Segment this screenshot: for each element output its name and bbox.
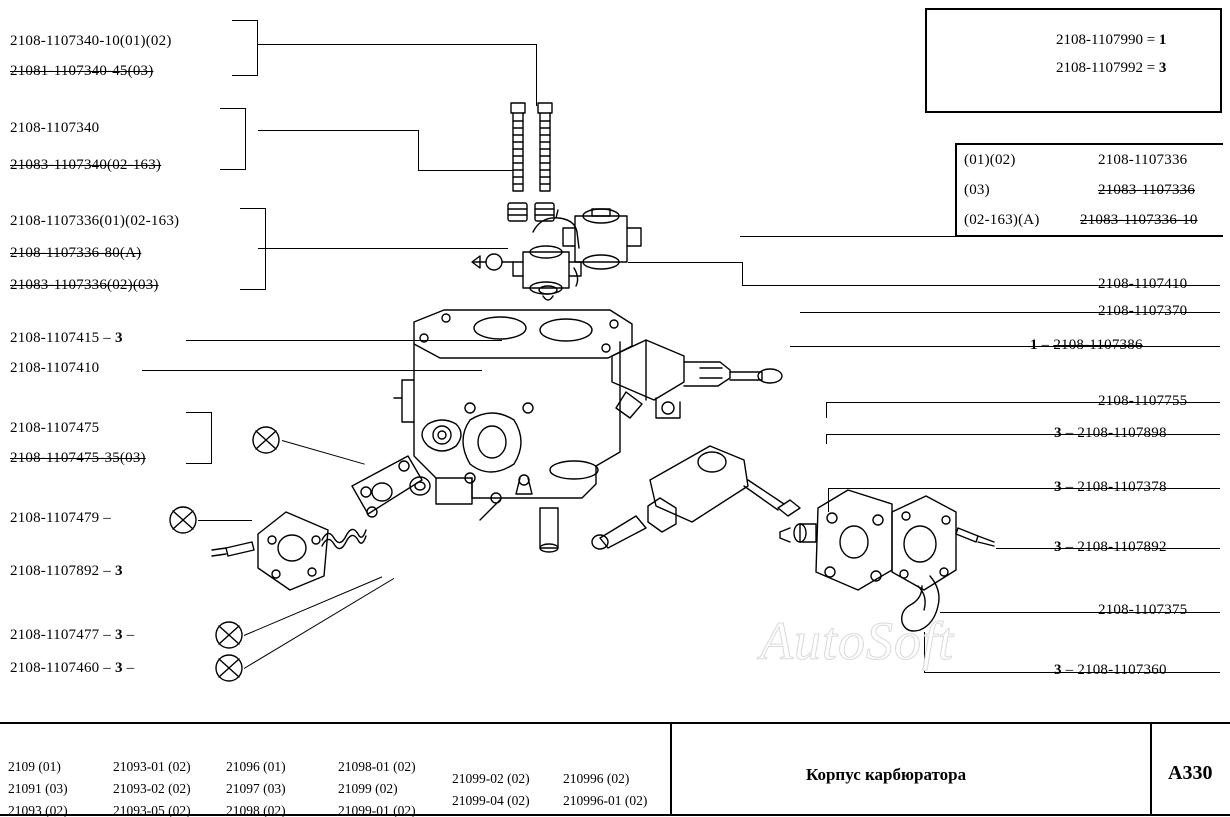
footer-cell: 21099-01 (02) [338,803,416,817]
leader-line [742,262,743,285]
footer-separator-2 [1150,722,1152,815]
bracket [232,20,258,76]
part-label-2108-1107410-left: 2108-1107410 [10,360,100,376]
footer-column-1 [8,756,68,817]
leader-line [826,402,827,418]
footer-cell: 21098 (02) [226,803,286,817]
part-label-2108-1107375: 2108-1107375 [1098,602,1188,618]
bracket [220,108,246,170]
leader-line [258,44,536,45]
variant-row-0-part: 2108-1107336 [1098,152,1188,168]
part-label-2108-1107755: 2108-1107755 [1098,393,1188,409]
variant-row-0-code: (01)(02) [964,152,1016,168]
part-label-21083-1107340: 21083-1107340(02-163) [10,157,162,173]
leader-line [790,346,1220,347]
variant-row-2-part: 21083-1107336-10 [1080,212,1198,228]
part-label-2108-1107340: 2108-1107340 [10,120,100,136]
leader-line [828,488,829,512]
footer-cell: 2109 (01) [8,759,61,774]
part-label-2108-1107340-10: 2108-1107340-10(01)(02) [10,33,172,49]
part-label-2108-1107370: 2108-1107370 [1098,303,1188,319]
leader-line [186,340,502,341]
part-label-2108-1107460: 2108-1107460 – 3 – [10,660,135,676]
leader-line [282,440,365,465]
leader-line [258,130,418,131]
variant-row-1-code: (03) [964,182,990,198]
leader-line [826,434,827,444]
part-label-2108-1107477: 2108-1107477 – 3 – [10,627,135,643]
bracket [240,208,266,290]
footer-cell: 21093-02 (02) [113,781,191,796]
sheet-title: Корпус карбюратора [806,765,967,784]
part-label-2108-1107475-35: 2108-1107475-35(03) [10,450,146,466]
sheet-code: A330 [1168,762,1213,784]
footer-column-6 [563,768,647,812]
leader-line [198,520,252,521]
footer-cell: 210996 (02) [563,771,630,786]
watermark: AutoSoft [760,611,954,671]
part-label-2108-1107386: 1 – 2108-1107386 [1030,337,1143,353]
footer-cell: 21096 (01) [226,759,286,774]
footer-column-3 [226,756,286,817]
variant-row-1-part: 21083-1107336 [1098,182,1196,198]
part-label-2108-1107378: 3 – 2108-1107378 [1054,479,1167,495]
legend-line-2: 2108-1107992 = 3 [1056,60,1167,76]
leader-line [418,130,419,170]
part-label-2108-1107415: 2108-1107415 – 3 [10,330,123,346]
part-label-2108-1107410-right: 2108-1107410 [1098,276,1188,292]
part-label-2108-1107336: 2108-1107336(01)(02-163) [10,213,180,229]
footer-column-4 [338,756,416,817]
footer-cell: 21093-05 (02) [113,803,191,817]
part-label-2108-1107336-80: 2108-1107336-80(A) [10,245,142,261]
leader-line [258,248,508,249]
footer-separator-1 [670,722,672,815]
footer-column-5 [452,768,530,812]
footer-cell: 21093 (02) [8,803,68,817]
part-label-21081-1107340-45: 21081-1107340-45(03) [10,63,154,79]
leader-line [418,170,514,171]
leader-line [142,370,482,371]
part-label-2108-1107892-right: 3 – 2108-1107892 [1054,539,1167,555]
part-label-2108-1107360: 3 – 2108-1107360 [1054,662,1167,678]
legend-line-1: 2108-1107990 = 1 [1056,32,1167,48]
part-label-2108-1107898: 3 – 2108-1107898 [1054,425,1167,441]
part-label-21083-1107336: 21083-1107336(02)(03) [10,277,159,293]
footer-cell: 21099 (02) [338,781,398,796]
part-label-2108-1107892-left: 2108-1107892 – 3 [10,563,123,579]
footer-cell: 21099-04 (02) [452,793,530,808]
footer-cell: 21097 (03) [226,781,286,796]
part-label-2108-1107475: 2108-1107475 [10,420,100,436]
footer-cell: 21098-01 (02) [338,759,416,774]
leader-line [244,578,395,669]
bracket [186,412,212,464]
part-label-2108-1107479: 2108-1107479 – [10,510,111,526]
footer-cell: 21099-02 (02) [452,771,530,786]
footer-column-2 [113,756,191,817]
footer-cell: 210996-01 (02) [563,793,648,808]
leader-line [536,44,537,106]
leader-line [740,236,956,237]
footer-cell: 21093-01 (02) [113,759,191,774]
footer-cell: 21091 (03) [8,781,68,796]
leader-line [628,262,742,263]
variant-row-2-code: (02-163)(A) [964,212,1040,228]
footer-top-rule [0,722,1230,724]
